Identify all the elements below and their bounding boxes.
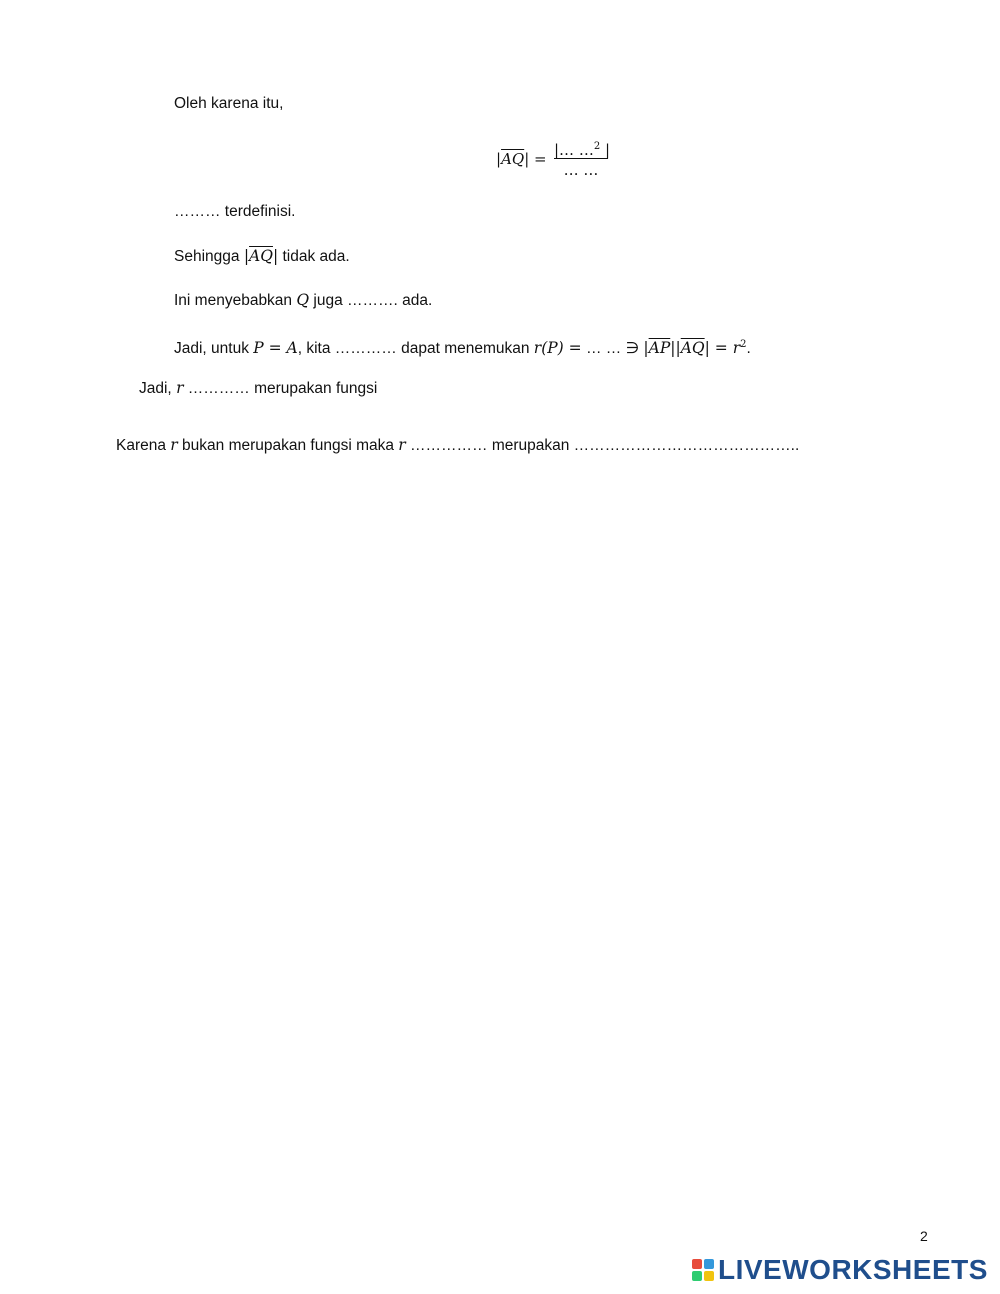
line5-math-abs-aq: $|\overline{AQ}|$ (675, 339, 710, 358)
line6-math-r: r (176, 379, 184, 397)
text-oleh-karena-itu (174, 94, 283, 114)
equation-fraction (554, 136, 611, 179)
text-jadi-untuk (174, 335, 751, 359)
fraction-numerator (554, 136, 611, 159)
numerator-text: |… … (554, 141, 594, 159)
equation-lhs (496, 150, 547, 168)
line5-math-abs-ap: $|\overline{AP}|$ (643, 339, 676, 358)
line3-math-abs-aq: $|\overline{AQ}|$ (243, 247, 279, 265)
equation-aq-fraction (496, 136, 616, 186)
logo-square-green (692, 1271, 702, 1281)
line4-text-b: juga ………. ada. (309, 292, 433, 309)
line7-text-b: bukan merupakan fungsi maka (177, 437, 399, 454)
overline-segment: $\overline{AQ}$ (501, 150, 525, 168)
logo-text: LIVEWORKSHEETS (718, 1254, 988, 1285)
numerator-end: | (600, 141, 611, 159)
text-terdefinisi (174, 202, 295, 222)
line5-math-p-equals-a: P = A (253, 339, 298, 358)
line5-superscript: 2 (740, 339, 747, 350)
overline-segment: $\overline{AP}$ (648, 339, 671, 358)
line5-end: . (746, 340, 751, 358)
line5-text-a: Jadi, untuk (174, 340, 254, 358)
overline-segment: $\overline{AQ}$ (680, 339, 705, 358)
line7-text-c: …………… merupakan …………………………………….. (405, 437, 800, 454)
line7-math-r1: r (170, 436, 178, 454)
line4-math-q: Q (296, 291, 310, 309)
logo-square-blue (704, 1259, 714, 1269)
line3-text-b: tidak ada. (278, 248, 350, 265)
overline-segment: $\overline{AQ}$ (249, 247, 273, 265)
line2-text: ……… terdefinisi. (174, 203, 296, 220)
logo-square-yellow (704, 1271, 714, 1281)
line4-text-a: Ini menyebabkan (174, 292, 297, 309)
equation-equals-sign: = (529, 150, 547, 168)
page-number: 2 (920, 1228, 928, 1244)
line1-text: Oleh karena itu, (174, 95, 284, 112)
text-karena-r (116, 435, 799, 456)
line3-text-a: Sehingga (174, 248, 244, 265)
line7-text-a: Karena (116, 437, 171, 454)
fraction-denominator: … … (563, 161, 599, 179)
line5-text-b: , kita ………… dapat menemukan (297, 340, 534, 358)
line6-text-a: Jadi, (139, 380, 177, 397)
line7-math-r2: r (398, 436, 406, 454)
line5-text-c: … … ∋ (581, 340, 644, 358)
line6-text-b: ………… merupakan fungsi (183, 380, 378, 397)
logo-square-red (692, 1259, 702, 1269)
text-sehingga (174, 246, 350, 267)
numerator-superscript: 2 (593, 141, 601, 152)
line5-math-equals-r: = r (709, 339, 741, 358)
line5-math-r-of-p: r(P) = (533, 339, 582, 358)
liveworksheets-logo (692, 1254, 988, 1286)
text-jadi-r (139, 378, 377, 399)
liveworksheets-logo-icon (692, 1259, 714, 1281)
equation-lhs-abs-aq: $|\overline{AQ}|$ (496, 150, 530, 168)
text-ini-menyebabkan (174, 290, 432, 311)
